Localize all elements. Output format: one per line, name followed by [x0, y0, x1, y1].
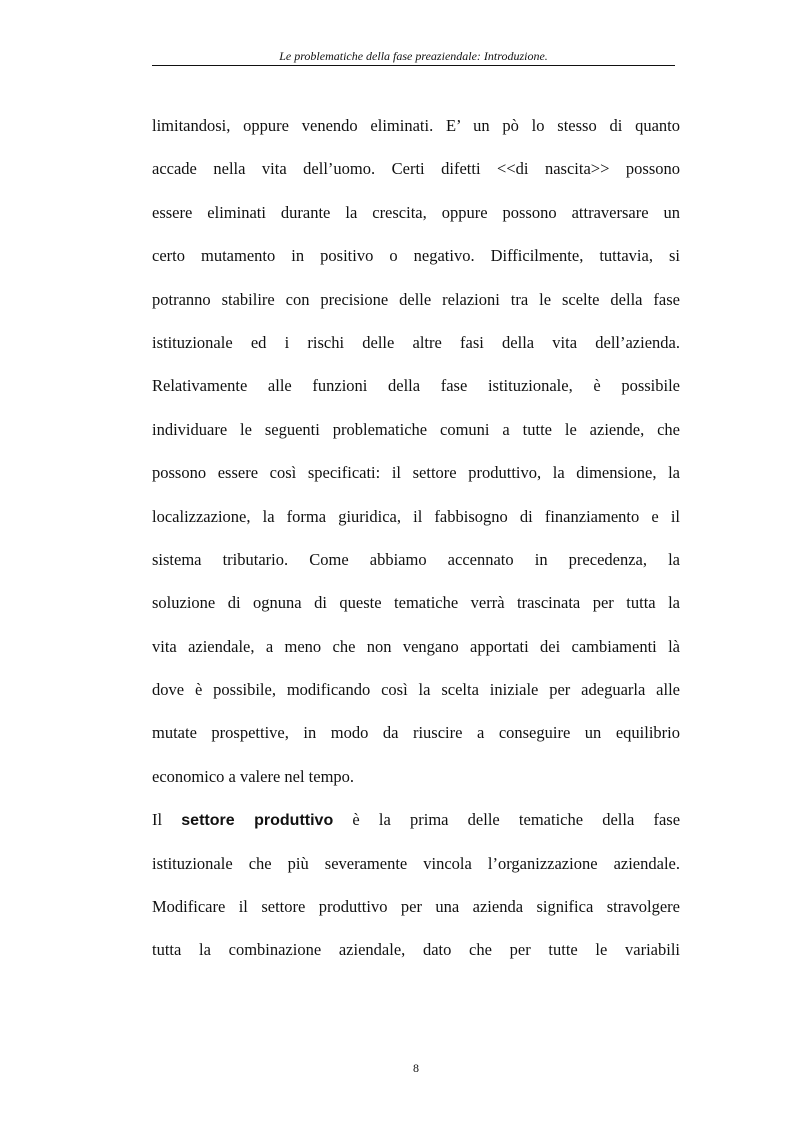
text-line: tutta la combinazione aziendale, dato che per tutte le variabili — [152, 940, 680, 960]
text-line: istituzionale che più severamente vincola l’organizzazione aziendale. — [152, 853, 680, 873]
text-line: possono essere così specificati: il settore produttivo, la dimensione, la — [152, 463, 680, 483]
text-line: Relativamente alle funzioni della fase istituzionale, è possibile — [152, 376, 680, 396]
text-line: sistema tributario. Come abbiamo accennato in precedenza, la — [152, 549, 680, 569]
text-line: dove è possibile, modificando così la scelta iniziale per adeguarla alle — [152, 680, 680, 700]
text-line: certo mutamento in positivo o negativo. Difficilmente, tuttavia, si — [152, 246, 680, 266]
paragraph-two-first-line — [152, 798, 680, 841]
body-text — [152, 104, 680, 972]
highlighted-term: settore produttivo — [181, 812, 334, 830]
text-line: soluzione di ognuna di queste tematiche verrà trascinata per tutta la — [152, 593, 680, 613]
page-number: 8 — [413, 1061, 419, 1075]
header-divider — [152, 65, 675, 66]
running-header: Le problematiche della fase preaziendale: Introduzione. — [279, 49, 548, 63]
text-line: individuare le seguenti problematiche comuni a tutte le aziende, che — [152, 419, 680, 439]
text-line: limitandosi, oppure venendo eliminati. E’ un pò lo stesso di quanto — [152, 116, 680, 135]
text-line: Modificare il settore produttivo per una azienda significa stravolgere — [152, 897, 680, 917]
text-line: accade nella vita dell’uomo. Certi difetti <<di nascita>> possono — [152, 159, 680, 179]
paragraph-lead: Il — [152, 810, 163, 830]
text-line: economico a valere nel tempo. — [152, 766, 355, 786]
text-line: vita aziendale, a meno che non vengano apportati dei cambiamenti là — [152, 636, 680, 656]
text-line: mutate prospettive, in modo da riuscire a conseguire un equilibrio — [152, 723, 680, 743]
text-line: essere eliminati durante la crescita, oppure possono attraversare un — [152, 202, 680, 222]
paragraph-first-line-rest: è la prima delle tematiche della fase — [352, 810, 681, 830]
text-line: localizzazione, la forma giuridica, il fabbisogno di finanziamento e il — [152, 506, 680, 526]
text-line: istituzionale ed i rischi delle altre fasi della vita dell’azienda. — [152, 332, 680, 352]
text-line: potranno stabilire con precisione delle relazioni tra le scelte della fase — [152, 289, 680, 309]
